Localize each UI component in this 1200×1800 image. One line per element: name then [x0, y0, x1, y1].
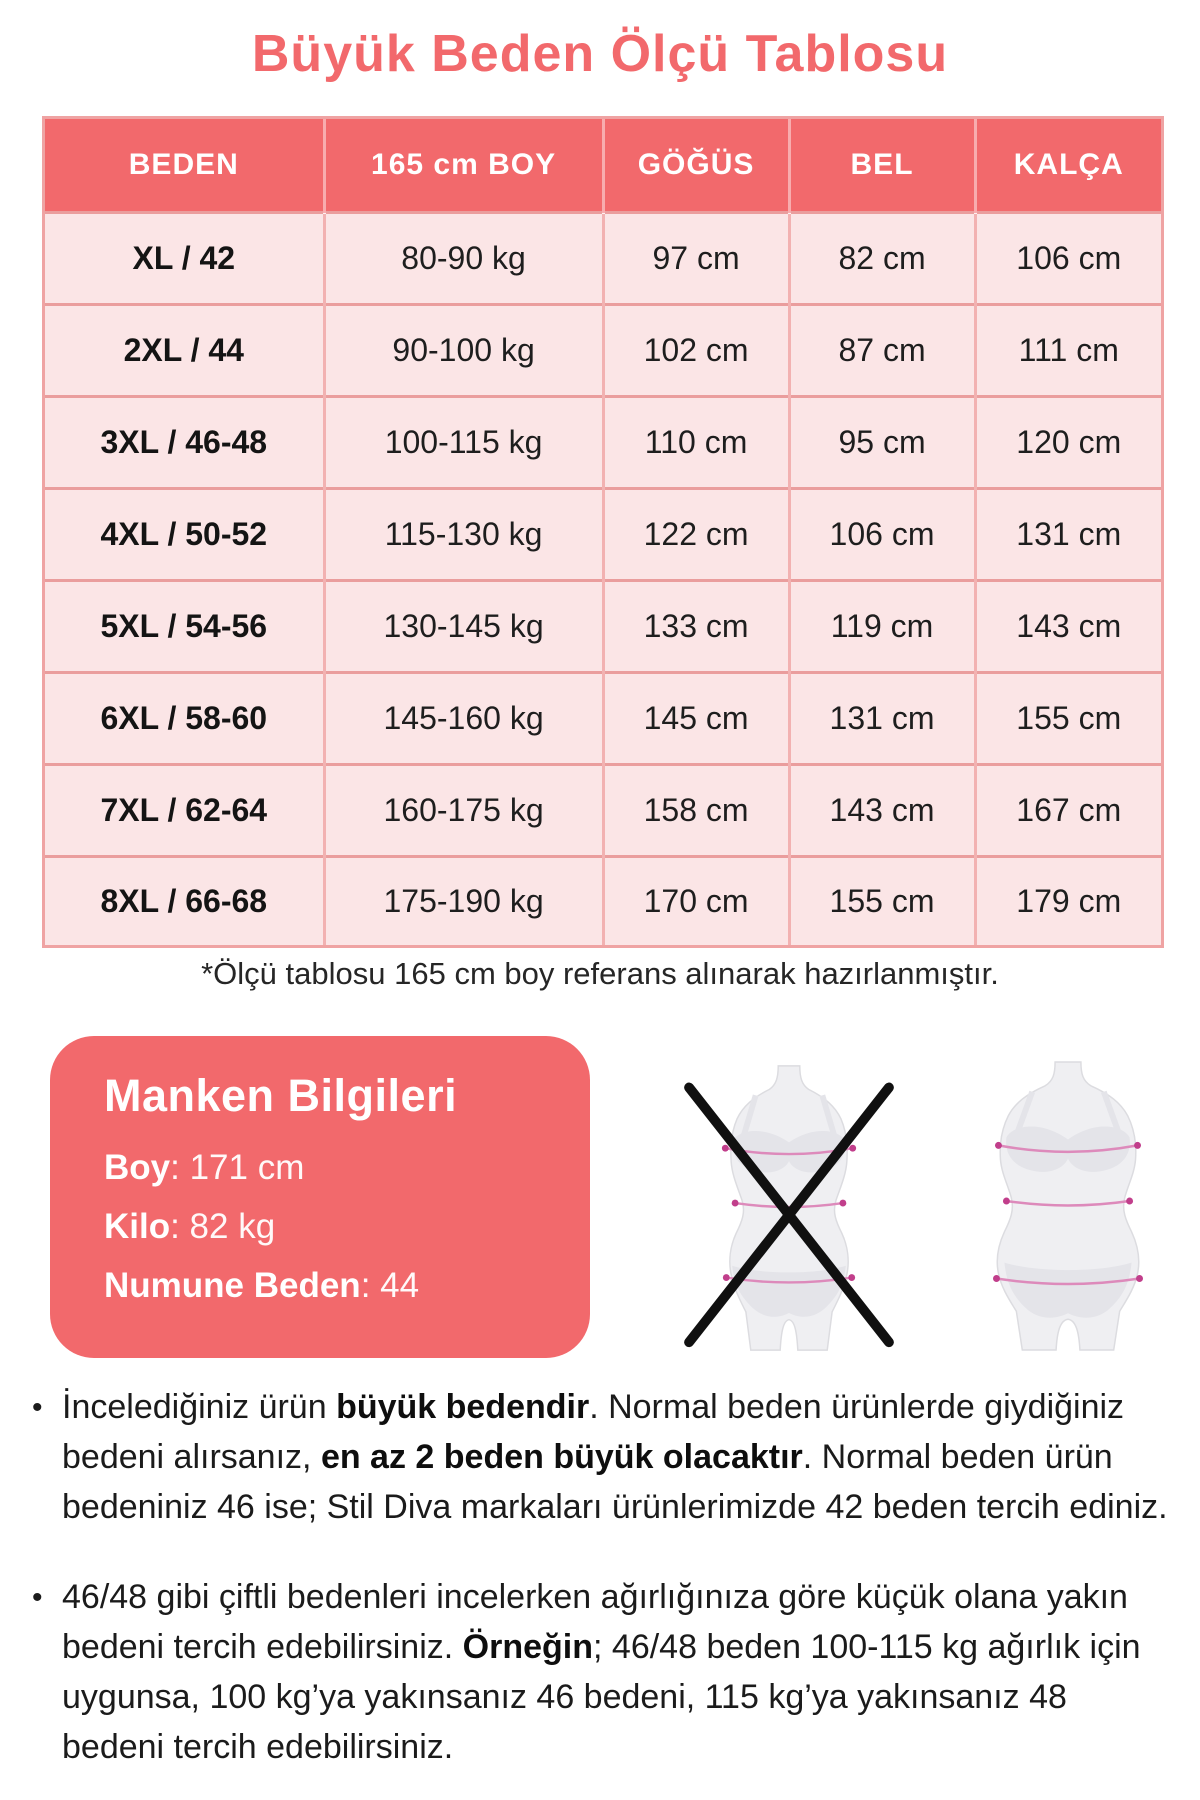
- model-info-line: [104, 1148, 560, 1188]
- note-text: 46/48 gibi çiftli bedenleri incelerken ağırlığınıza göre küçük olana yakın bedeni tercih edebilirsiniz.: [62, 1578, 1128, 1666]
- value-cell: 133 cm: [603, 580, 789, 672]
- model-info-label: Numune Beden: [104, 1266, 361, 1305]
- value-cell: 158 cm: [603, 764, 789, 856]
- note-bold-text: Örneğin: [462, 1628, 594, 1666]
- table-row: [45, 304, 1161, 396]
- size-cell: 7XL / 62-64: [45, 764, 324, 856]
- column-header: 165 cm BOY: [324, 119, 603, 213]
- size-cell: 2XL / 44: [45, 304, 324, 396]
- size-cell: XL / 42: [45, 213, 324, 305]
- value-cell: 145 cm: [603, 672, 789, 764]
- value-cell: 95 cm: [789, 396, 975, 488]
- table-row: [45, 856, 1161, 945]
- value-cell: 106 cm: [789, 488, 975, 580]
- value-cell: 115-130 kg: [324, 488, 603, 580]
- value-cell: 155 cm: [789, 856, 975, 945]
- model-info-line: [104, 1266, 560, 1306]
- value-cell: 131 cm: [789, 672, 975, 764]
- note-text: . Normal beden ürünlerde giydiğiniz bedeni alırsanız,: [62, 1388, 1125, 1476]
- model-info-label: Kilo: [104, 1207, 171, 1246]
- size-cell: 5XL / 54-56: [45, 580, 324, 672]
- note-text: İncelediğiniz ürün: [62, 1388, 337, 1426]
- model-info-line: [104, 1207, 560, 1247]
- value-cell: 160-175 kg: [324, 764, 603, 856]
- column-header: BEL: [789, 119, 975, 213]
- model-info-card: [50, 1036, 590, 1358]
- size-note-item: [30, 1382, 1170, 1532]
- model-info-value: : 82 kg: [170, 1207, 276, 1246]
- column-header: KALÇA: [975, 119, 1161, 213]
- crossed-out-body-figure-icon: [672, 1060, 906, 1354]
- note-bold-text: büyük bedendir: [336, 1388, 590, 1426]
- value-cell: 170 cm: [603, 856, 789, 945]
- value-cell: 122 cm: [603, 488, 789, 580]
- model-info-value: : 44: [360, 1266, 420, 1305]
- value-cell: 102 cm: [603, 304, 789, 396]
- model-info-rows: [104, 1148, 560, 1306]
- table-row: [45, 488, 1161, 580]
- size-cell: 8XL / 66-68: [45, 856, 324, 945]
- model-info-value: : 171 cm: [170, 1148, 305, 1187]
- size-table: [45, 119, 1161, 945]
- value-cell: 143 cm: [975, 580, 1161, 672]
- bullet-dot: •: [32, 1391, 43, 1424]
- bullet-dot: •: [32, 1581, 43, 1614]
- value-cell: 130-145 kg: [324, 580, 603, 672]
- note-bold-text: en az 2 beden büyük olacaktır: [320, 1438, 803, 1476]
- value-cell: 90-100 kg: [324, 304, 603, 396]
- column-header: BEDEN: [45, 119, 324, 213]
- value-cell: 175-190 kg: [324, 856, 603, 945]
- table-row: [45, 213, 1161, 305]
- size-note-item: [30, 1572, 1170, 1772]
- table-row: [45, 764, 1161, 856]
- value-cell: 167 cm: [975, 764, 1161, 856]
- size-cell: 6XL / 58-60: [45, 672, 324, 764]
- value-cell: 120 cm: [975, 396, 1161, 488]
- value-cell: 106 cm: [975, 213, 1161, 305]
- size-table-container: [42, 116, 1164, 948]
- table-footnote: *Ölçü tablosu 165 cm boy referans alınarak hazırlanmıştır.: [201, 956, 999, 991]
- value-cell: 145-160 kg: [324, 672, 603, 764]
- value-cell: 155 cm: [975, 672, 1161, 764]
- size-notes-list: [30, 1382, 1170, 1800]
- table-row: [45, 580, 1161, 672]
- value-cell: 131 cm: [975, 488, 1161, 580]
- value-cell: 111 cm: [975, 304, 1161, 396]
- column-header: GÖĞÜS: [603, 119, 789, 213]
- value-cell: 97 cm: [603, 213, 789, 305]
- value-cell: 100-115 kg: [324, 396, 603, 488]
- value-cell: 82 cm: [789, 213, 975, 305]
- correct-body-figure-icon: [944, 1056, 1192, 1354]
- note-text: ; 46/48 beden 100-115 kg ağırlık için uygunsa, 100 kg’ya yakınsanız 46 bedeni, 115 kg’ya yakınsanız 48 bedeni tercih edebilirsiniz.: [62, 1628, 1141, 1766]
- value-cell: 143 cm: [789, 764, 975, 856]
- value-cell: 110 cm: [603, 396, 789, 488]
- model-info-title: Manken Bilgileri: [104, 1070, 458, 1121]
- size-cell: 3XL / 46-48: [45, 396, 324, 488]
- table-row: [45, 672, 1161, 764]
- model-info-label: Boy: [104, 1148, 171, 1187]
- note-text: . Normal beden ürün bedeniniz 46 ise; Stil Diva markaları ürünlerimizde 42 beden tercih ediniz.: [62, 1438, 1168, 1526]
- table-row: [45, 396, 1161, 488]
- size-table-header-row: [45, 119, 1161, 213]
- page-title: Büyük Beden Ölçü Tablosu: [251, 25, 949, 83]
- value-cell: 80-90 kg: [324, 213, 603, 305]
- value-cell: 87 cm: [789, 304, 975, 396]
- value-cell: 179 cm: [975, 856, 1161, 945]
- value-cell: 119 cm: [789, 580, 975, 672]
- size-cell: 4XL / 50-52: [45, 488, 324, 580]
